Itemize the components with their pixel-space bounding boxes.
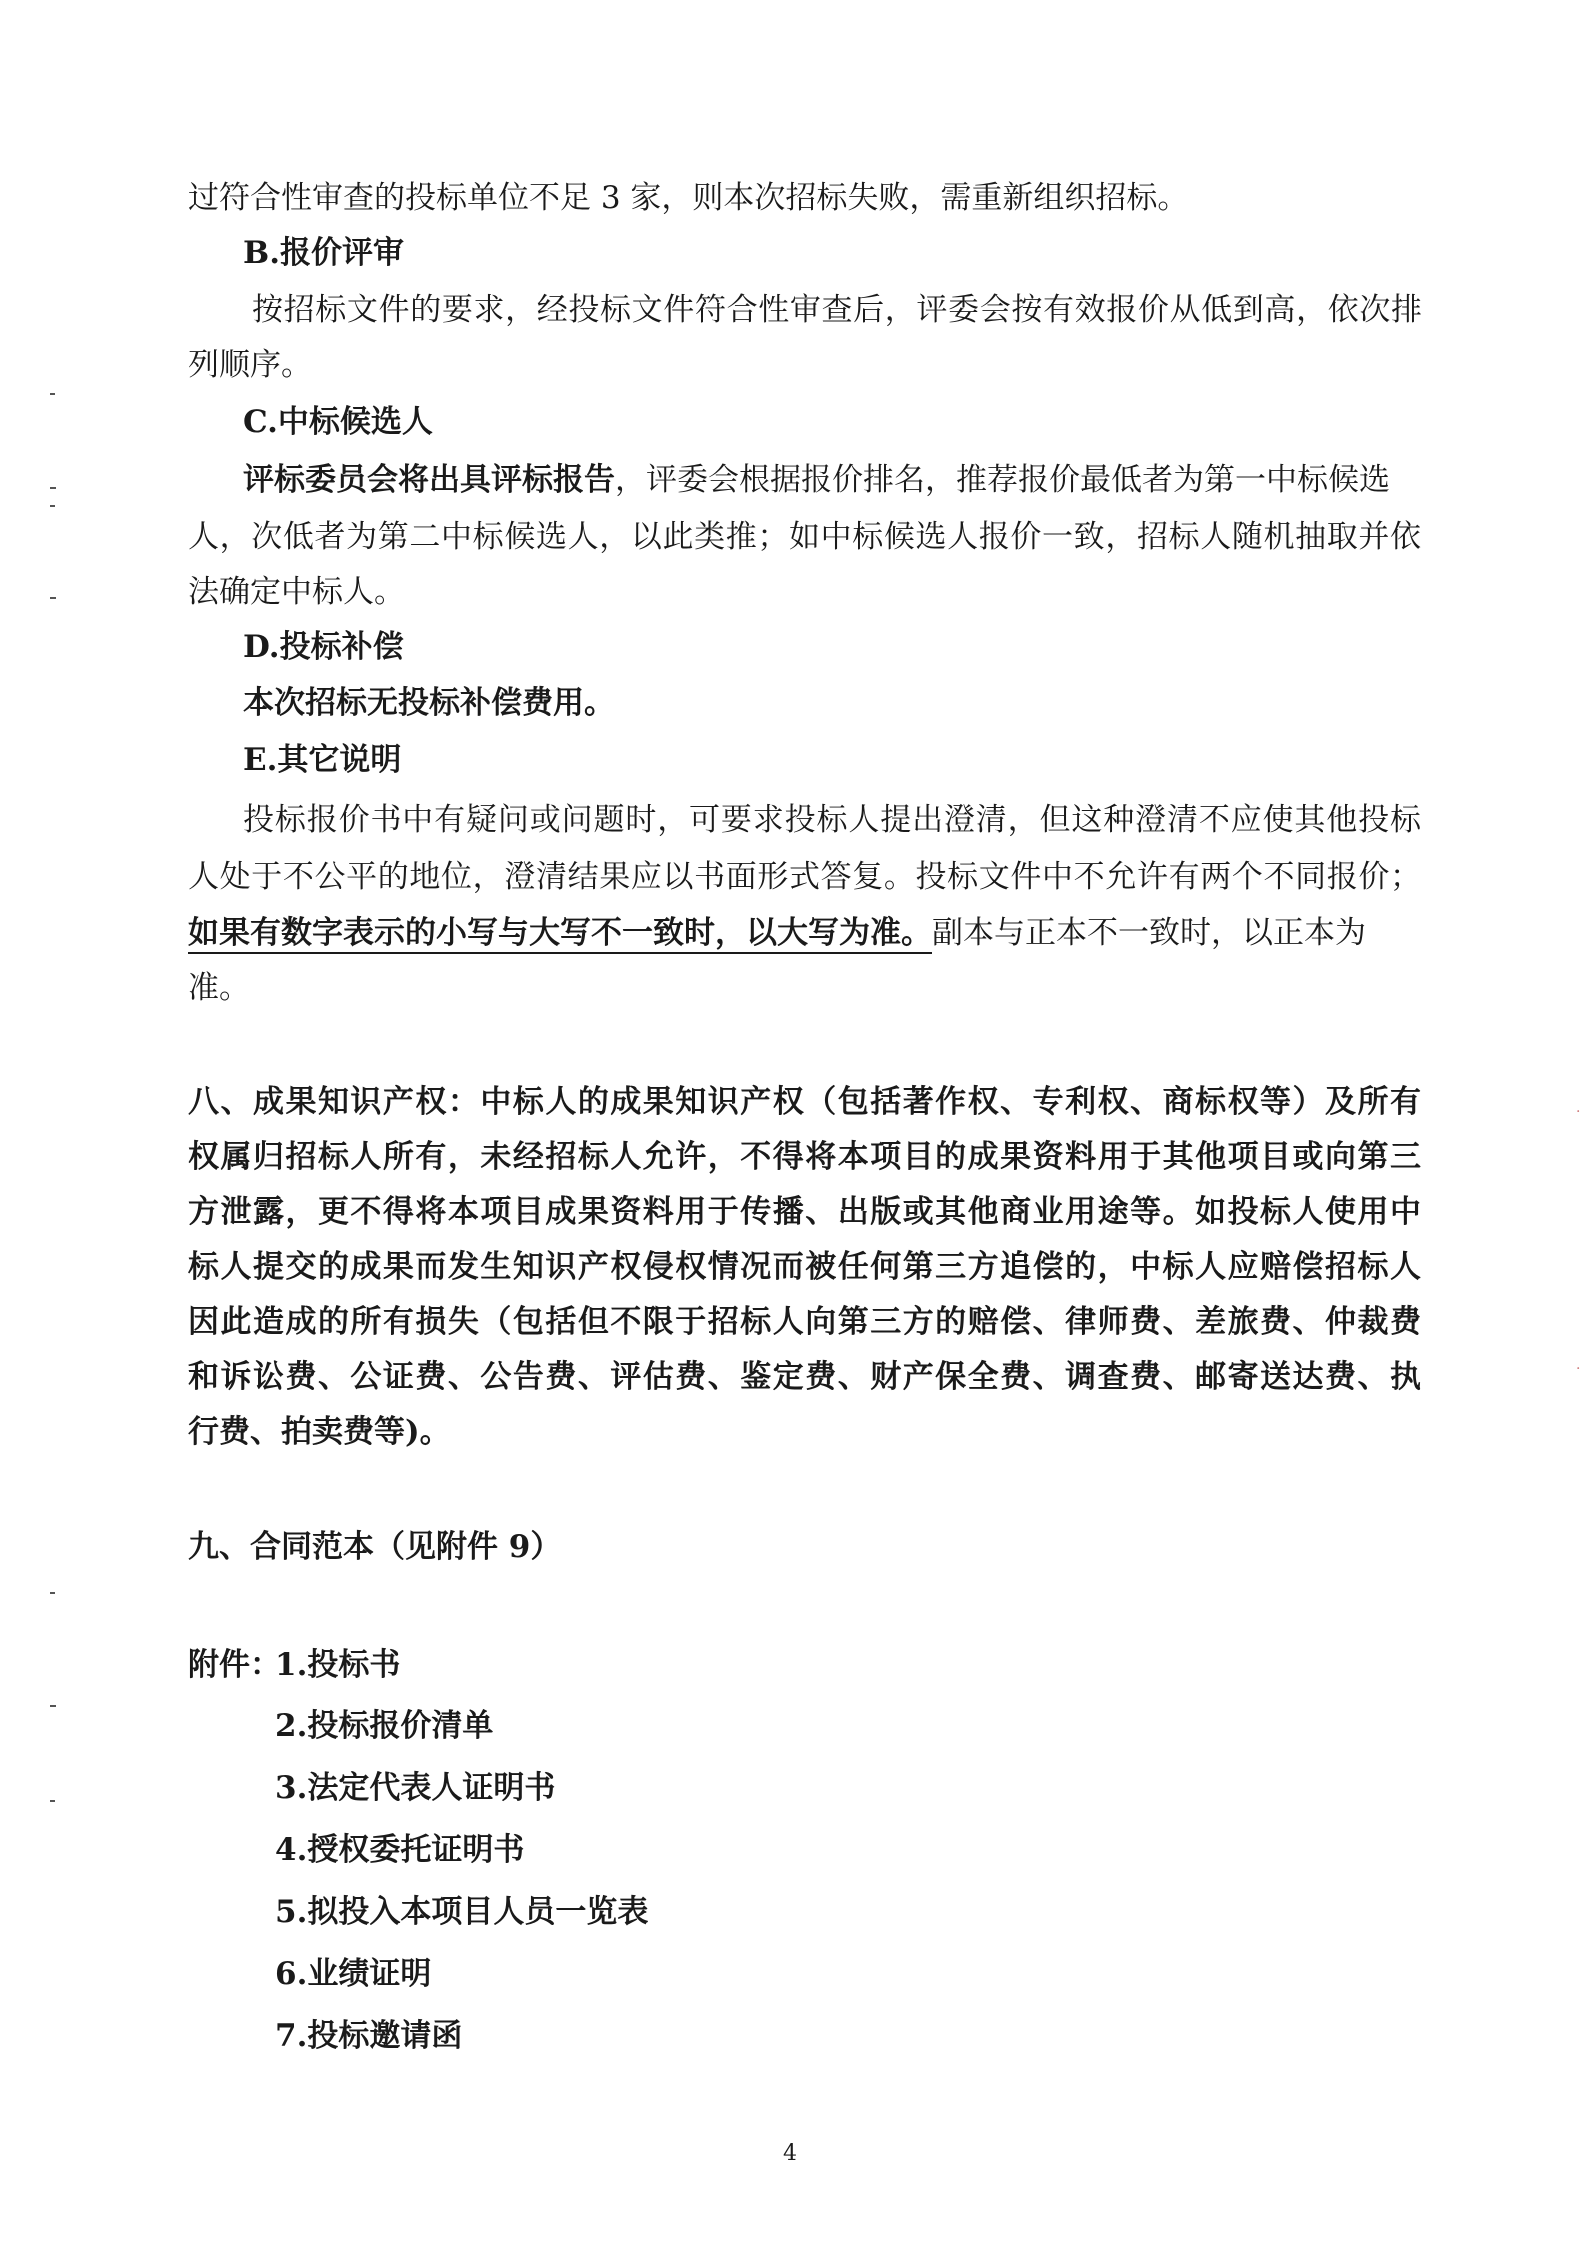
scan-mark	[50, 1800, 55, 1802]
section-heading-b: B.报价评审	[243, 235, 404, 271]
paragraph-line: 人处于不公平的地位，澄清结果应以书面形式答复。投标文件中不允许有两个不同报价；	[188, 859, 1421, 895]
section-8-line: 八、成果知识产权：中标人的成果知识产权（包括著作权、专利权、商标权等）及所有	[188, 1084, 1421, 1120]
scan-mark	[50, 1705, 56, 1707]
attachment-item: 6.业绩证明	[275, 1956, 432, 1992]
section-8-line: 因此造成的所有损失（包括但不限于招标人向第三方的赔偿、律师费、差旅费、仲裁费	[188, 1304, 1421, 1340]
section-8-line: 行费、拍卖费等)。	[188, 1414, 451, 1450]
scan-mark	[50, 1592, 55, 1594]
underlined-bold-phrase: 如果有数字表示的小写与大写不一致时，以大写为准。	[188, 915, 932, 954]
attachment-item: 1.投标书	[275, 1647, 401, 1683]
scan-mark	[50, 505, 55, 507]
paragraph-line	[188, 913, 1366, 953]
paragraph-line: 列顺序。	[188, 347, 312, 383]
scan-mark: ·	[1576, 1361, 1581, 1377]
section-heading-d: D.投标补偿	[243, 629, 404, 665]
attachments-label: 附件：	[188, 1647, 281, 1683]
paragraph-line: 过符合性审查的投标单位不足 3 家，则本次招标失败，需重新组织招标。	[188, 180, 1189, 216]
section-9-heading: 九、合同范本（见附件 9）	[188, 1529, 562, 1565]
scan-mark	[50, 487, 56, 489]
attachment-item: 4.授权委托证明书	[275, 1832, 525, 1868]
scan-mark	[50, 393, 55, 395]
section-heading-c: C.中标候选人	[243, 404, 433, 440]
scan-mark: ·	[1576, 1104, 1581, 1120]
section-heading-e: E.其它说明	[243, 742, 402, 778]
paragraph-line	[243, 460, 1390, 500]
attachment-item: 5.拟投入本项目人员一览表	[275, 1894, 649, 1930]
scan-mark	[50, 597, 56, 599]
paragraph-line: 准。	[188, 970, 250, 1006]
section-8-line: 方泄露，更不得将本项目成果资料用于传播、出版或其他商业用途等。如投标人使用中	[188, 1194, 1421, 1230]
section-8-line: 标人提交的成果而发生知识产权侵权情况而被任何第三方追偿的，中标人应赔偿招标人	[188, 1249, 1421, 1285]
attachment-item: 7.投标邀请函	[275, 2018, 463, 2054]
page-number: 4	[783, 2141, 797, 2166]
paragraph-line: 按招标文件的要求，经投标文件符合性审查后，评委会按有效报价从低到高，依次排	[252, 292, 1422, 328]
attachment-item: 2.投标报价清单	[275, 1708, 494, 1744]
section-8-line: 和诉讼费、公证费、公告费、评估费、鉴定费、财产保全费、调查费、邮寄送达费、执	[188, 1359, 1421, 1395]
paragraph-line: 投标报价书中有疑问或问题时，可要求投标人提出澄清，但这种澄清不应使其他投标	[243, 802, 1421, 838]
text-span: 副本与正本不一致时，以正本为	[932, 915, 1366, 951]
section-8-line: 权属归招标人所有，未经招标人允许，不得将本项目的成果资料用于其他项目或向第三	[188, 1139, 1421, 1175]
attachment-item: 3.法定代表人证明书	[275, 1770, 556, 1806]
bold-phrase: 评标委员会将出具评标报告	[243, 462, 615, 498]
paragraph-line: 法确定中标人。	[188, 574, 405, 610]
paragraph-line: 本次招标无投标补偿费用。	[243, 685, 615, 721]
paragraph-line: 人，次低者为第二中标候选人，以此类推；如中标候选人报价一致，招标人随机抽取并依	[188, 519, 1421, 555]
text-span: ，评委会根据报价排名，推荐报价最低者为第一中标候选	[615, 462, 1390, 498]
